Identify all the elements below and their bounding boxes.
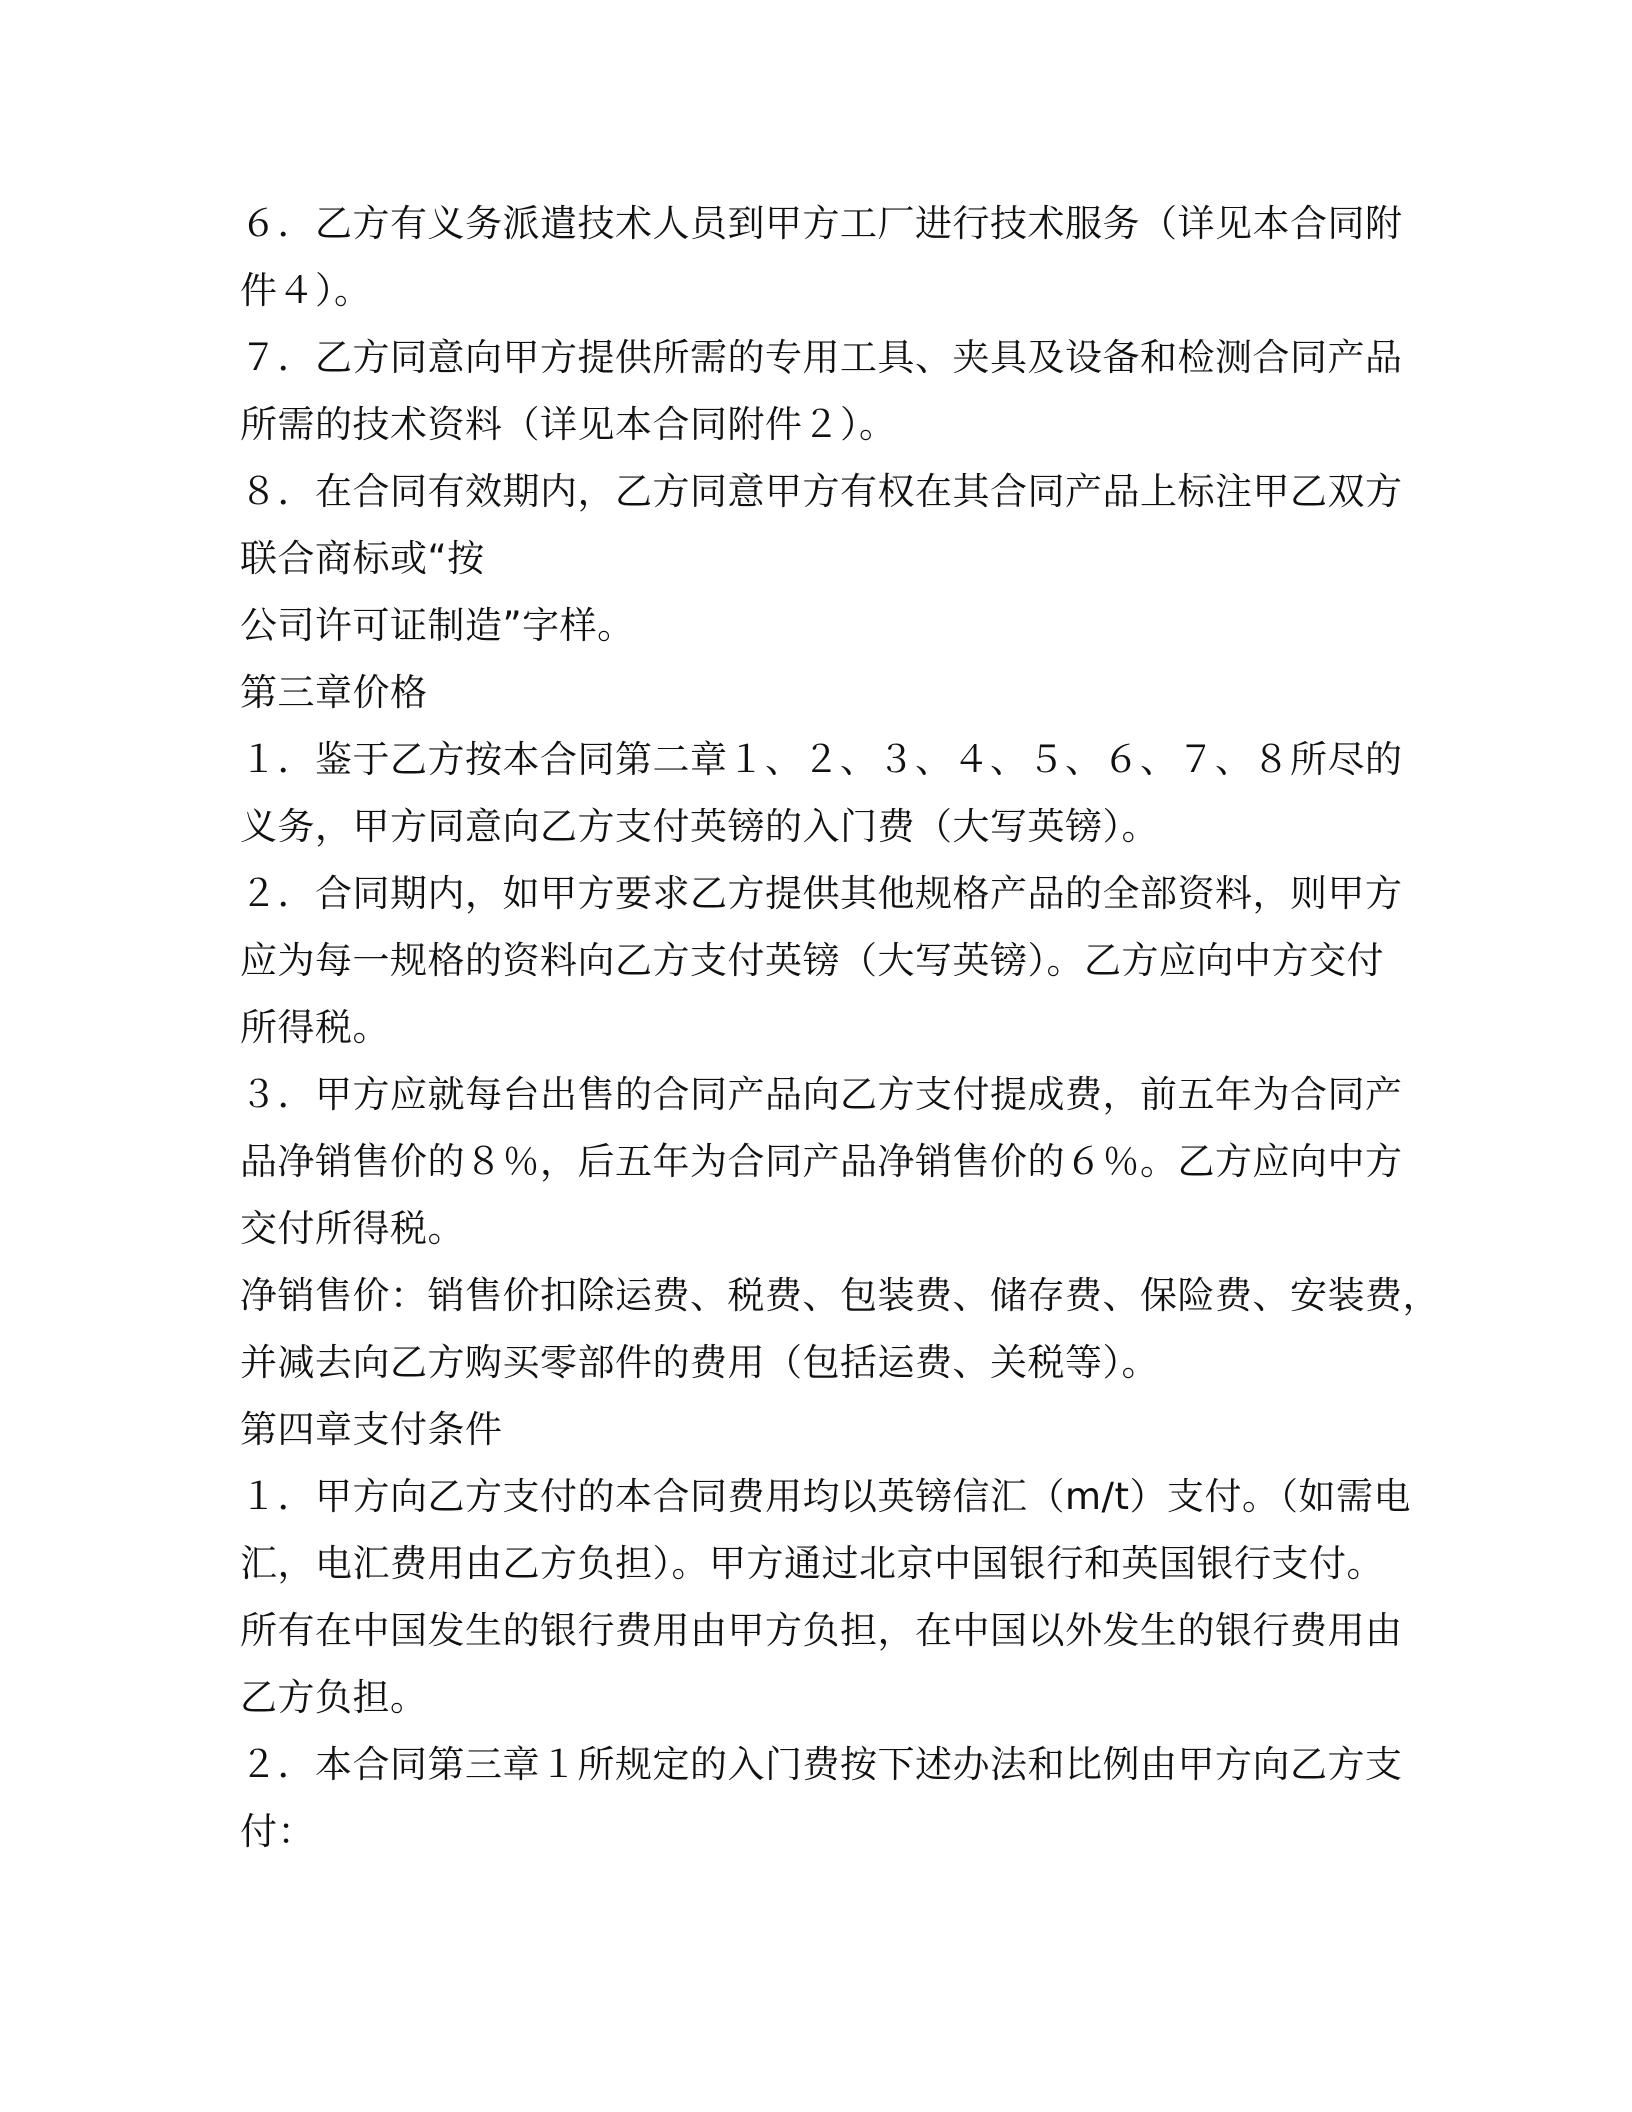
clause-3-1-line-1: １．鉴于乙方按本合同第二章１、２、３、４、５、６、７、８所尽的	[240, 738, 1403, 781]
clause-2-6-line-2: 件４）。	[240, 269, 372, 312]
chapter-4-heading: 第四章支付条件	[240, 1408, 503, 1451]
clause-3-3-line-1: ３．甲方应就每台出售的合同产品向乙方支付提成费，前五年为合同产	[240, 1073, 1403, 1116]
chapter-3-heading: 第三章价格	[240, 671, 428, 714]
clause-3-2-line-3: 所得税。	[240, 1006, 390, 1049]
clause-2-8-line-2: 联合商标或“按	[240, 537, 485, 580]
clause-3-3-line-2: 品净销售价的８％，后五年为合同产品净销售价的６％。乙方应向中方	[240, 1140, 1403, 1183]
clause-2-7-line-1: ７．乙方同意向甲方提供所需的专用工具、夹具及设备和检测合同产品	[240, 336, 1403, 379]
document-page	[240, 190, 1440, 1865]
clause-3-1-line-2: 义务，甲方同意向乙方支付英镑的入门费（大写英镑）。	[240, 805, 1159, 848]
clause-4-2-line-1: ２．本合同第三章１所规定的入门费按下述办法和比例由甲方向乙方支	[240, 1743, 1403, 1786]
clause-4-1-line-3: 所有在中国发生的银行费用由甲方负担，在中国以外发生的银行费用由	[240, 1609, 1403, 1652]
clause-2-8-line-3: 公司许可证制造”字样。	[240, 604, 635, 647]
clause-2-8-line-1: ８．在合同有效期内，乙方同意甲方有权在其合同产品上标注甲乙双方	[240, 470, 1403, 513]
net-price-definition-line-1: 净销售价：销售价扣除运费、税费、包装费、储存费、保险费、安装费，	[240, 1274, 1440, 1317]
clause-2-6-line-1: ６．乙方有义务派遣技术人员到甲方工厂进行技术服务（详见本合同附	[240, 202, 1403, 245]
clause-4-2-line-2: 付：	[240, 1810, 315, 1853]
clause-3-2-line-2: 应为每一规格的资料向乙方支付英镑（大写英镑）。乙方应向中方交付	[240, 939, 1384, 982]
clause-4-1-line-2: 汇，电汇费用由乙方负担）。甲方通过北京中国银行和英国银行支付。	[240, 1542, 1384, 1585]
net-price-definition-line-2: 并减去向乙方购买零部件的费用（包括运费、关税等）。	[240, 1341, 1159, 1384]
clause-4-1-line-4: 乙方负担。	[240, 1676, 428, 1719]
clause-3-3-line-3: 交付所得税。	[240, 1207, 465, 1250]
clause-4-1-line-1: １．甲方向乙方支付的本合同费用均以英镑信汇（m/t）支付。（如需电	[240, 1475, 1412, 1518]
clause-2-7-line-2: 所需的技术资料（详见本合同附件２）。	[240, 403, 897, 446]
clause-3-2-line-1: ２．合同期内，如甲方要求乙方提供其他规格产品的全部资料，则甲方	[240, 872, 1403, 915]
